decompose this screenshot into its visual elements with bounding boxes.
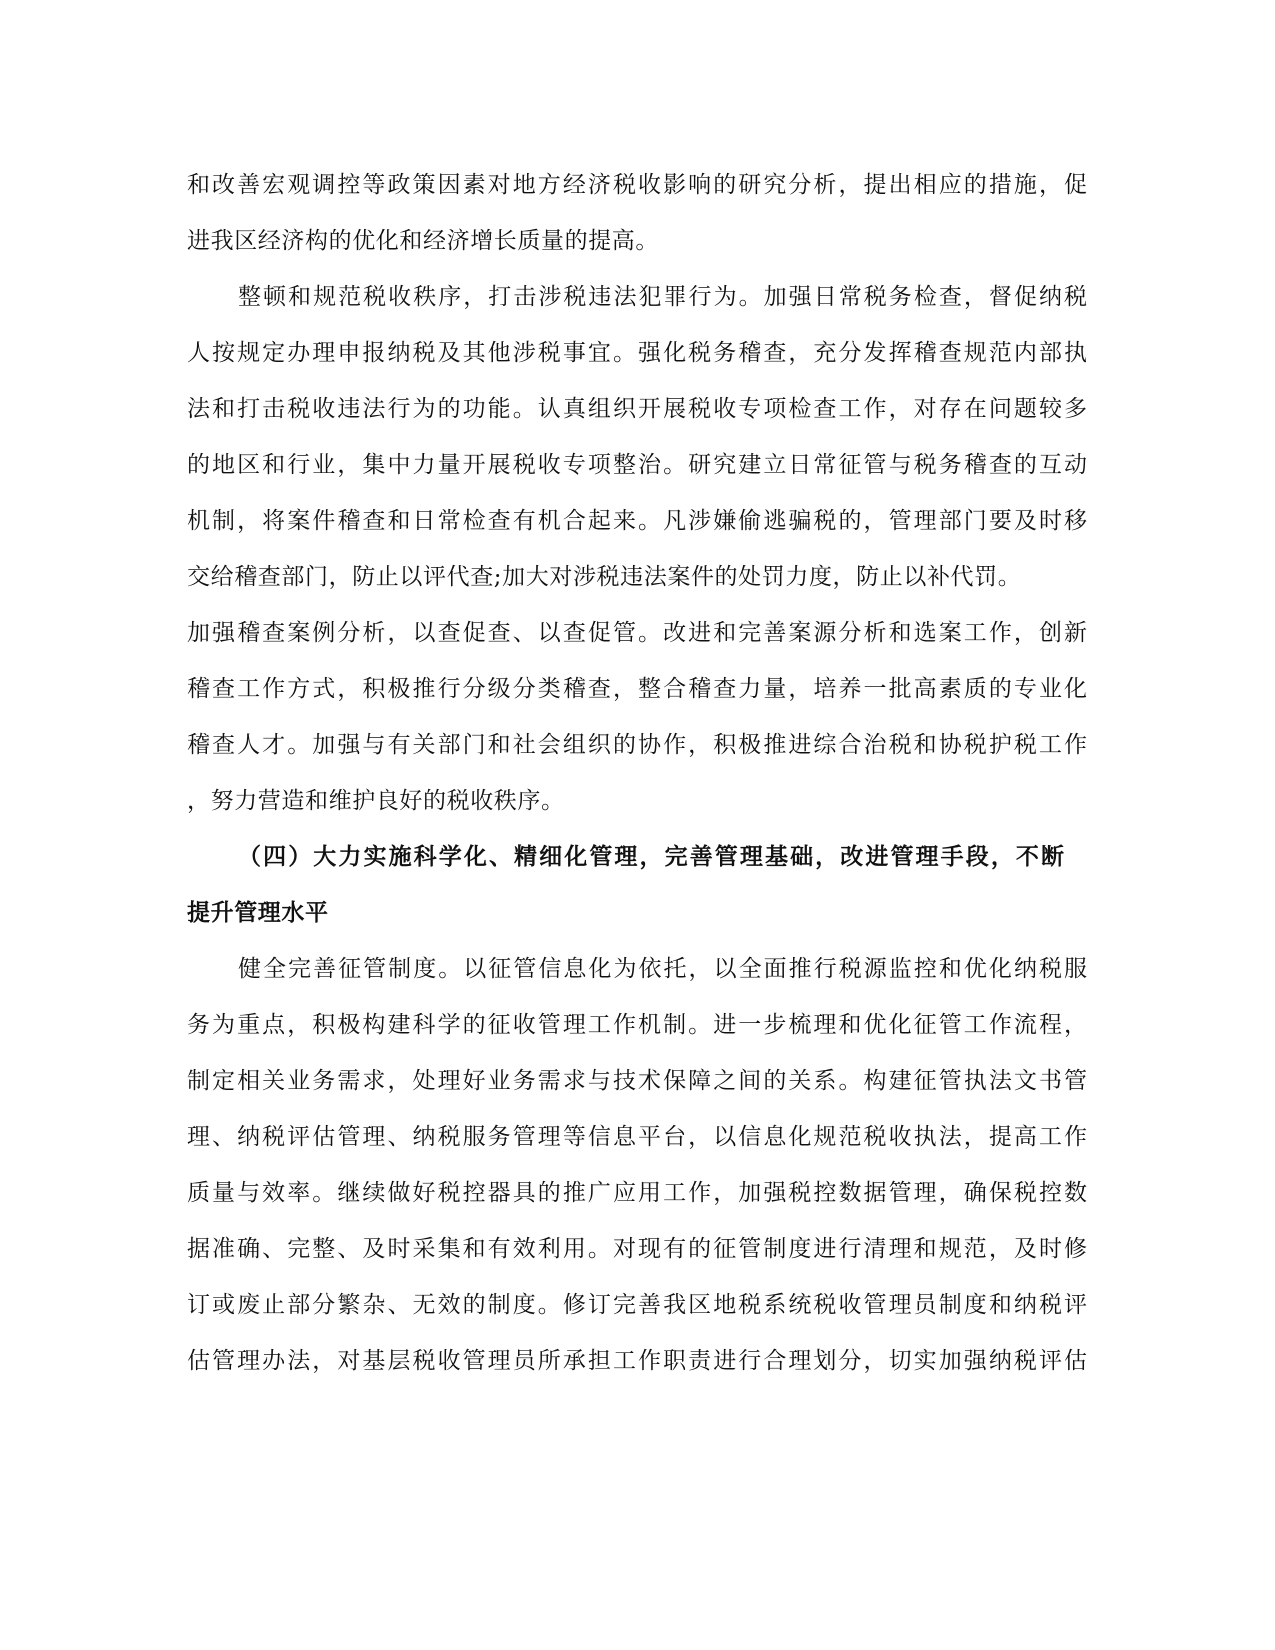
body-text-line: 的地区和行业，集中力量开展税收专项整治。研究建立日常征管与税务稽查的互动 [187, 452, 1087, 478]
body-text-line: 交给稽查部门，防止以评代查;加大对涉税违法案件的处罚力度，防止以补代罚。 [187, 564, 1022, 590]
body-text-line: 机制，将案件稽查和日常检查有机合起来。凡涉嫌偷逃骗税的，管理部门要及时移 [187, 508, 1087, 534]
body-text-line: 加强稽查案例分析，以查促查、以查促管。改进和完善案源分析和选案工作，创新 [187, 620, 1087, 646]
body-text-line: ，努力营造和维护良好的税收秩序。 [187, 788, 565, 814]
body-text-line: 务为重点，积极构建科学的征收管理工作机制。进一步梳理和优化征管工作流程， [187, 1012, 1087, 1038]
body-text-line: 人按规定办理申报纳税及其他涉税事宜。强化税务稽查，充分发挥稽查规范内部执 [187, 340, 1087, 366]
body-text-line: 质量与效率。继续做好税控器具的推广应用工作，加强税控数据管理，确保税控数 [187, 1180, 1087, 1206]
paragraph-first-line: 整顿和规范税收秩序，打击涉税违法犯罪行为。加强日常税务检查，督促纳税 [238, 284, 1087, 310]
body-text-line: 估管理办法，对基层税收管理员所承担工作职责进行合理划分，切实加强纳税评估 [187, 1348, 1087, 1374]
body-text-line: 进我区经济构的优化和经济增长质量的提高。 [187, 228, 659, 254]
body-text-line: 和改善宏观调控等政策因素对地方经济税收影响的研究分析，提出相应的措施，促 [187, 172, 1087, 198]
body-text-line: 稽查人才。加强与有关部门和社会组织的协作，积极推进综合治税和协税护税工作 [187, 732, 1087, 758]
body-text-line: 理、纳税评估管理、纳税服务管理等信息平台，以信息化规范税收执法，提高工作 [187, 1124, 1087, 1150]
body-text-line: 据准确、完整、及时采集和有效利用。对现有的征管制度进行清理和规范，及时修 [187, 1236, 1087, 1262]
body-text-line: 订或废止部分繁杂、无效的制度。修订完善我区地税系统税收管理员制度和纳税评 [187, 1292, 1087, 1318]
body-text-line: 制定相关业务需求，处理好业务需求与技术保障之间的关系。构建征管执法文书管 [187, 1068, 1087, 1094]
paragraph-first-line: 健全完善征管制度。以征管信息化为依托，以全面推行税源监控和优化纳税服 [238, 956, 1087, 982]
body-text-line: 稽查工作方式，积极推行分级分类稽查，整合稽查力量，培养一批高素质的专业化 [187, 676, 1087, 702]
section-heading: （四）大力实施科学化、精细化管理，完善管理基础，改进管理手段，不断 [238, 844, 1064, 870]
body-text-line: 法和打击税收违法行为的功能。认真组织开展税收专项检查工作，对存在问题较多 [187, 396, 1087, 422]
section-heading-continuation: 提升管理水平 [187, 900, 329, 926]
